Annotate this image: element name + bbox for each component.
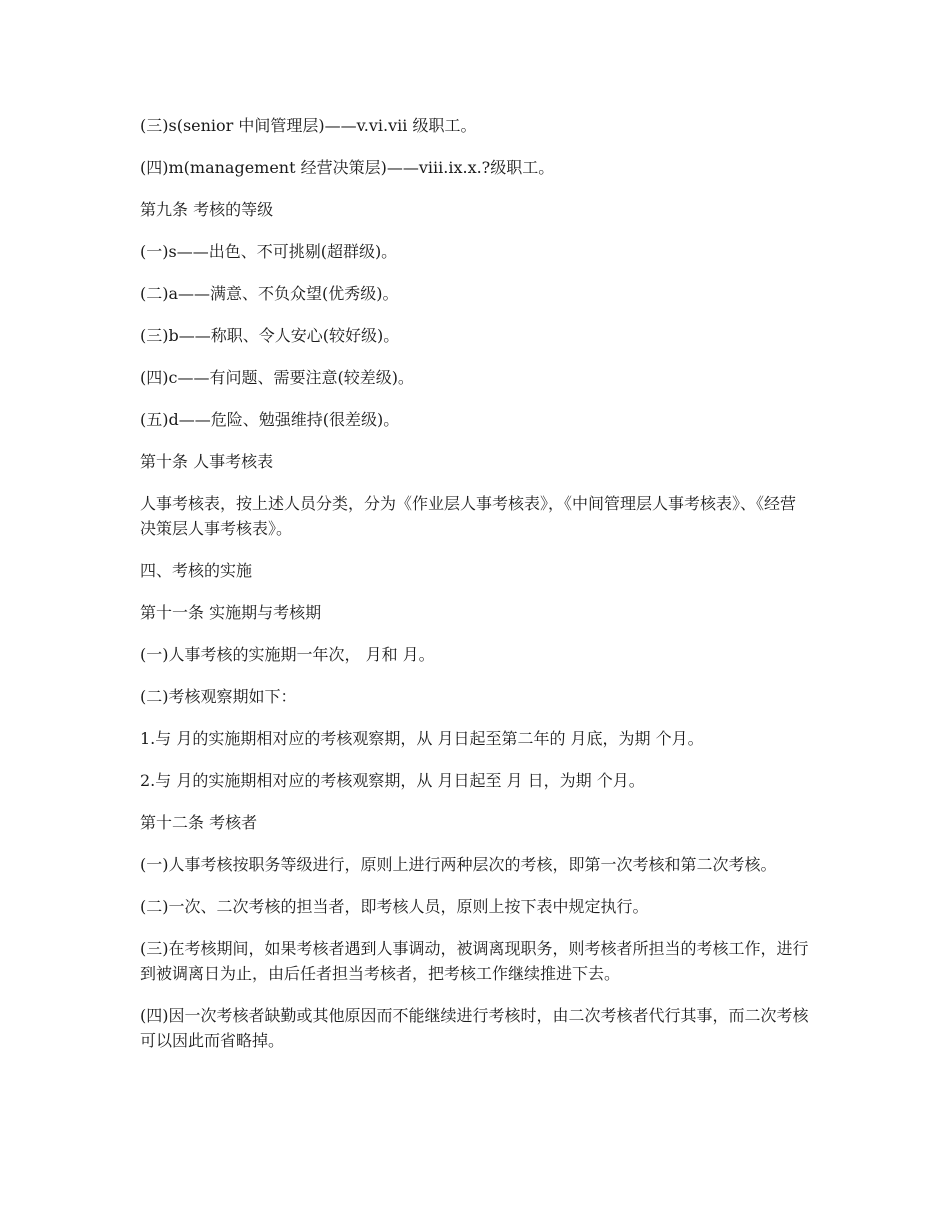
implementation-period-item: (一)人事考核的实施期一年次， 月和 月。 [140,645,435,664]
article-9-heading: 第九条 考核的等级 [140,200,274,219]
observation-period-1-item: 1.与 月的实施期相对应的考核观察期，从 月日起至第二年的 月底，为期 个月。 [140,729,704,748]
observation-period-2-item: 2.与 月的实施期相对应的考核观察期，从 月日起至 月 日，为期 个月。 [140,771,645,790]
document-body [140,113,810,1070]
list-item-management-level: (四)m(management 经营决策层)——viii.ix.x.?级职工。 [140,158,555,177]
grade-s-item: (一)s——出色、不可挑剔(超群级)。 [140,242,398,261]
grade-c-item: (四)c——有问题、需要注意(较差级)。 [140,368,414,387]
section-4-heading: 四、考核的实施 [140,561,253,580]
article-12-heading: 第十二条 考核者 [140,813,258,832]
observation-period-item: (二)考核观察期如下： [140,687,297,706]
assessment-forms-paragraph: 人事考核表，按上述人员分类，分为《作业层人事考核表》，《中间管理层人事考核表》、《经营决策层人事考核表》。 [140,494,797,538]
grade-b-item: (三)b——称职、令人安心(较好级)。 [140,326,400,345]
grade-a-item: (二)a——满意、不负众望(优秀级)。 [140,284,399,303]
article-11-heading: 第十一条 实施期与考核期 [140,603,322,622]
assessor-absence-item: (四)因一次考核者缺勤或其他原因而不能继续进行考核时，由二次考核者代行其事，而二次考核可以因此而省略掉。 [140,1006,809,1050]
assessor-transfer-item: (三)在考核期间，如果考核者遇到人事调动，被调离现职务，则考核者所担当的考核工作，进行到被调离日为止，由后任者担当考核者，把考核工作继续推进下去。 [140,939,809,983]
assessor-levels-item: (一)人事考核按职务等级进行，原则上进行两种层次的考核，即第一次考核和第二次考核。 [140,855,777,874]
grade-d-item: (五)d——危险、勉强维持(很差级)。 [140,410,400,429]
article-10-heading: 第十条 人事考核表 [140,452,274,471]
assessor-assignment-item: (二)一次、二次考核的担当者，即考核人员，原则上按下表中规定执行。 [140,897,649,916]
list-item-senior-level: (三)s(senior 中间管理层)——v.vi.vii 级职工。 [140,116,477,135]
